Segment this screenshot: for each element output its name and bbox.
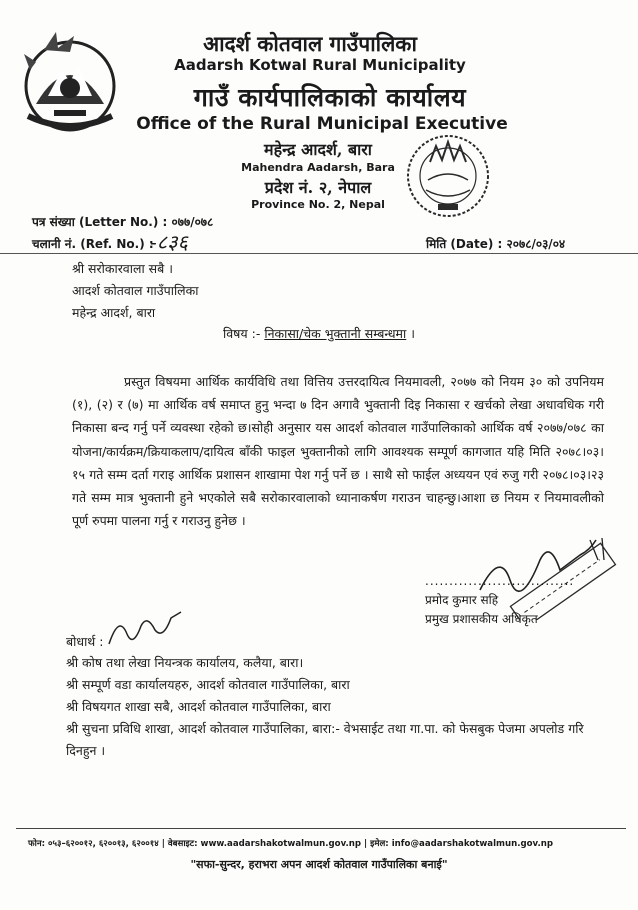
municipality-name-english: Aadarsh Kotwal Rural Municipality xyxy=(174,56,466,74)
letter-number-value: ०७७/०७८ xyxy=(171,215,214,229)
cc-item: श्री सम्पूर्ण वडा कार्यालयहरु, आदर्श कोतवाल गाउँपालिका, बारा xyxy=(66,677,350,692)
subject-value: निकासा/चेक भुक्तानी सम्बन्धमा xyxy=(264,326,407,341)
municipality-name-nepali: आदर्श कोतवाल गाउँपालिका xyxy=(203,31,417,56)
letter-date xyxy=(426,235,565,252)
footer-contact: फोन: ०५३–६२००१२, ६२००१३, ६२००१४ | वेबसाइट: www.aadarshakotwalmun.gov.np | इमेल: info@aadarshakotwalmun.gov.np xyxy=(28,839,553,849)
cc-item: श्री सुचना प्रविधि शाखा, आदर्श कोतवाल गाउँपालिका, बारा:- वेभसाईट तथा गा.पा. को फेसबुक पेजमा अपलोड गरि दिनहुन । xyxy=(66,721,584,758)
header-divider xyxy=(0,253,638,254)
addressee-line: आदर्श कोतवाल गाउँपालिका xyxy=(72,283,199,298)
footer-slogan: "सफा-सुन्दर, हराभरा अपन आदर्श कोतवाल गाउँपालिका बनाई" xyxy=(190,858,448,871)
signature-dotted-line: ............................... xyxy=(425,574,575,588)
province-nepali: प्रदेश नं. २, नेपाल xyxy=(264,178,372,197)
initials-signature-icon xyxy=(105,604,185,654)
addressee-line: श्री सरोकारवाला सबै । xyxy=(72,261,173,276)
addressee-line: महेन्द्र आदर्श, बारा xyxy=(72,305,156,320)
office-name-english: Office of the Rural Municipal Executive xyxy=(136,114,508,134)
footer-divider xyxy=(16,828,626,829)
cc-item: श्री विषयगत शाखा सबै, आदर्श कोतवाल गाउँपालिका, बारा xyxy=(66,699,331,714)
reference-number-value: -८३६ xyxy=(150,230,188,254)
reference-number-label: चलानी नं. (Ref. No.) : xyxy=(32,237,154,251)
subject-line xyxy=(0,325,638,342)
reference-number xyxy=(32,235,154,252)
cc-label: बोधार्थ : xyxy=(66,634,104,649)
office-seal-icon xyxy=(400,128,496,224)
cc-item: श्री कोष तथा लेखा नियन्त्रक कार्यालय, कलैया, बारा। xyxy=(66,655,304,670)
body-paragraph: प्रस्तुत विषयमा आर्थिक कार्यविधि तथा वित्तिय उत्तरदायित्व नियमावली, २०७७ को नियम ३० को उपनियम (१), (२) र (७) मा आर्थिक वर्ष समाप्त हुनु भन्दा ७ दिन अगावै भुक्तानी दिइ निकासा र खर्चको लेखा अधावधिक गरी निकासा बन्द गर्नु पर्ने व्यवस्था रहेको छ।सोही अनुसार यस आदर्श कोतवाल गाउँपालिकाको आर्थिक वर्ष २०७७/०७८ का योजना/कार्यक्रम/क्रियाकलाप/दायित्व बाँकी फाइल भुक्तानीको लागि आवश्यक सम्पूर्ण कागजात यहि मिति २०७८।०३।१५ गते सम्म दर्ता गराइ आर्थिक प्रशासन शाखामा पेश गर्नु पर्ने छ । साथै सो फाईल अध्ययन एवं रुजु गरी २०७८।०३।२३ गते सम्म मात्र भुक्तानी हुने भएकोले सबै सरोकारवालाको ध्यानाकर्षण गराउन चाहन्छु।आशा छ नियम र नियमावलीको पूर्ण रुपमा पालना गर्नु र गराउनु हुनेछ । xyxy=(72,374,604,529)
place-nepali: महेन्द्र आदर्श, बारा xyxy=(264,140,372,159)
subject-label: विषय :- xyxy=(222,326,261,341)
signatory-title: प्रमुख प्रशासकीय अधिकृत xyxy=(425,612,538,626)
signatory-name: प्रमोद कुमार सहि xyxy=(425,593,499,607)
province-english: Province No. 2, Nepal xyxy=(251,198,385,211)
letter-number-label: पत्र संख्या (Letter No.) : xyxy=(32,215,168,229)
date-value: २०७८/०३/०४ xyxy=(506,237,566,251)
date-label: मिति (Date) : xyxy=(426,237,503,251)
subject-end: । xyxy=(410,326,415,341)
office-name-nepali: गाउँ कार्यपालिकाको कार्यालय xyxy=(193,83,467,112)
place-english: Mahendra Aadarsh, Bara xyxy=(241,161,395,174)
